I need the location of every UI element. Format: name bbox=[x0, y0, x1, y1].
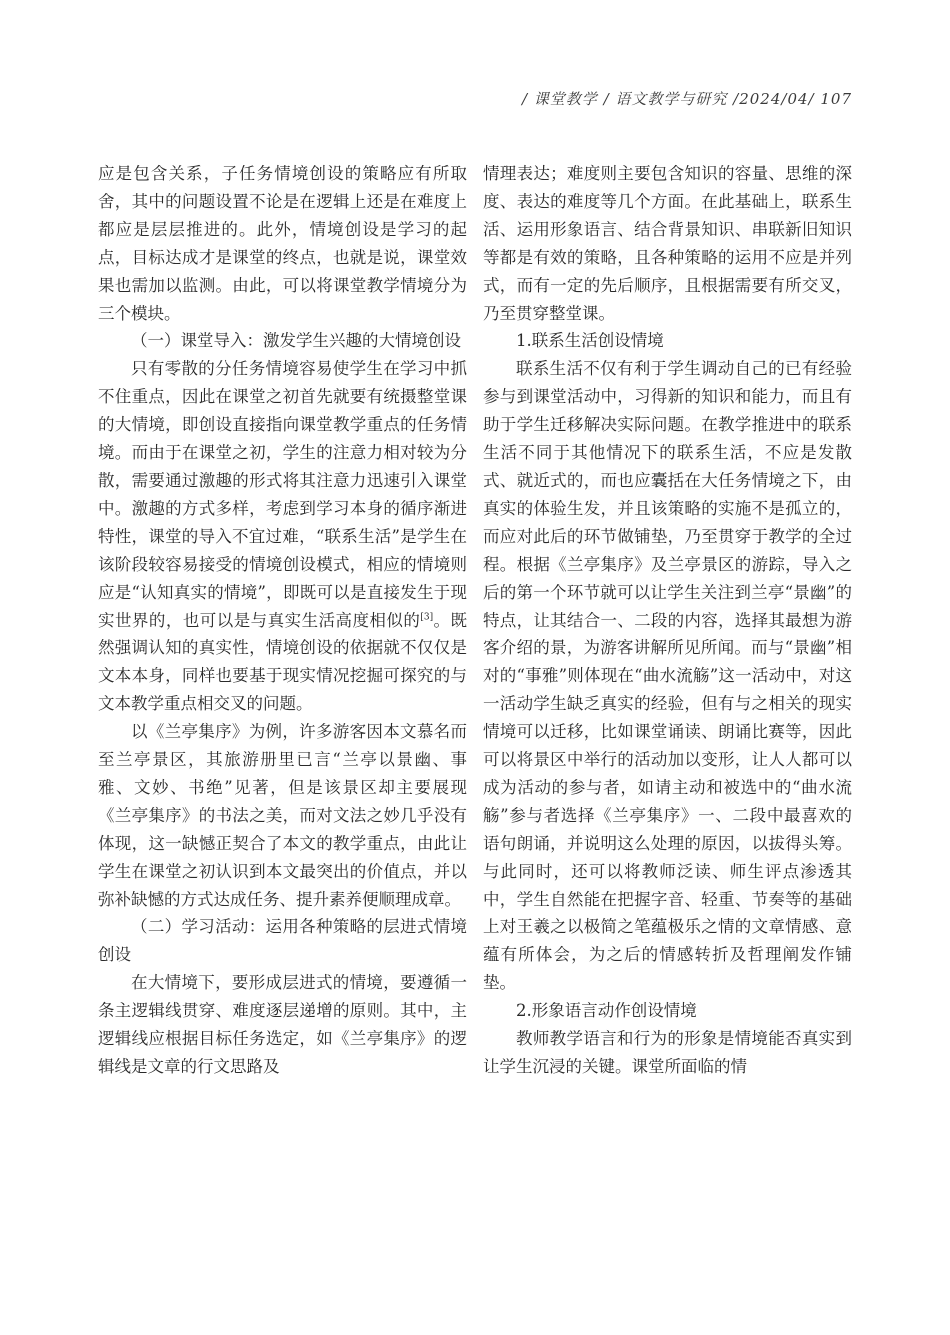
running-title: / 课堂教学 / 语文教学与研究 /2024/04/ 107 bbox=[521, 90, 852, 108]
paragraph: 联系生活不仅有利于学生调动自己的已有经验参与到课堂活动中，习得新的知识和能力，而且有助于学生迁移解决实际问题。在教学推进中的联系生活不同于其他情况下的联系生活，不应是发散式、就近式的，而也应囊括在大任务情境之下，由真实的体验生发，并且该策略的实施不是孤立的，而应对此后的环节做铺垫，乃至贯穿于教学的全过程。根据《兰亭集序》及兰亭景区的游踪，导入之后的第一个环节就可以让学生关注到兰亭“景幽”的特点，让其结合一、二段的内容，选择其最想为游客介绍的景，为游客讲解所见所闻。而与“景幽”相对的“事雅”则体现在“曲水流觞”这一活动中，对这一活动学生缺乏真实的经验，但有与之相关的现实情境可以迁移，比如课堂诵读、朗诵比赛等，因此可以将景区中举行的活动加以变形，让人人都可以成为活动的参与者，如请主动和被选中的“曲水流觞”参与者选择《兰亭集序》一、二段中最喜欢的语句朗诵，并说明这么处理的原因，以拔得头筹。与此同时，还可以将教师泛读、师生评点渗透其中，学生自然能在把握字音、轻重、节奏等的基础上对王羲之以极简之笔蕴极乐之情的文章情感、意蕴有所体会，为之后的情感转折及哲理阐发作铺垫。 bbox=[483, 359, 852, 993]
section-heading: （二）学习活动：运用各种策略的层进式情境创设 bbox=[98, 917, 467, 965]
paragraph: 情理表达；难度则主要包含知识的容量、思维的深度、表达的难度等几个方面。在此基础上，联系生活、运用形象语言、结合背景知识、串联新旧知识等都是有效的策略，且各种策略的运用不应是并列式，而有一定的先后顺序，且根据需要有所交叉，乃至贯穿整堂课。 bbox=[483, 164, 852, 323]
paragraph: 教师教学语言和行为的形象是情境能否真实到让学生沉浸的关键。课堂所面临的情 bbox=[483, 1029, 852, 1076]
citation-ref: [3] bbox=[420, 612, 434, 622]
running-header bbox=[98, 88, 852, 109]
paragraph-text: 。既然强调认知的真实性，情境创设的依据就不仅仅是文本本身，同样也要基于现实情况挖掘可探究的与文本教学重点相交叉的问题。 bbox=[98, 610, 468, 714]
left-column bbox=[98, 160, 467, 1081]
subsection-heading: 2.形象语言动作创设情境 bbox=[516, 1001, 697, 1021]
paragraph-text: 只有零散的分任务情境容易使学生在学习中抓不住重点，因此在课堂之初首先就要有统摄整堂课的大情境，即创设直接指向课堂教学重点的任务情境。而由于在课堂之初，学生的注意力相对较为分散，需要通过激趣的形式将其注意力迅速引入课堂中。激趣的方式多样，考虑到学习本身的循序渐进特性，课堂的导入不宜过难，“联系生活”是学生在该阶段较容易接受的情境创设模式，相应的情境则应是“认知真实的情境”，即既可以是直接发生于现实世界的，也可以是与真实生活高度相似的 bbox=[98, 359, 467, 630]
paragraph: 以《兰亭集序》为例，许多游客因本文慕名而至兰亭景区，其旅游册里已言“兰亭以景幽、事雅、文妙、书绝”见著，但是该景区却主要展现《兰亭集序》的书法之美，而对文法之妙几乎没有体现，这一缺憾正契合了本文的教学重点，由此让学生在课堂之初认识到本文最突出的价值点，并以弥补缺憾的方式达成任务、提升素养便顺理成章。 bbox=[98, 722, 467, 909]
paragraph bbox=[98, 355, 467, 718]
paragraph: 在大情境下，要形成层进式的情境，要遵循一条主逻辑线贯穿、难度逐层递增的原则。其中，主逻辑线应根据目标任务选定，如《兰亭集序》的逻辑线是文章的行文思路及 bbox=[98, 973, 467, 1076]
subsection-heading: 1.联系生活创设情境 bbox=[516, 331, 664, 351]
right-column bbox=[483, 160, 852, 1081]
section-heading: （一）课堂导入：激发学生兴趣的大情境创设 bbox=[131, 331, 461, 351]
paragraph: 应是包含关系，子任务情境创设的策略应有所取舍，其中的问题设置不论是在逻辑上还是在难度上都应是层层推进的。此外，情境创设是学习的起点，目标达成才是课堂的终点，也就是说，课堂效果也需加以监测。由此，可以将课堂教学情境分为三个模块。 bbox=[98, 164, 467, 323]
